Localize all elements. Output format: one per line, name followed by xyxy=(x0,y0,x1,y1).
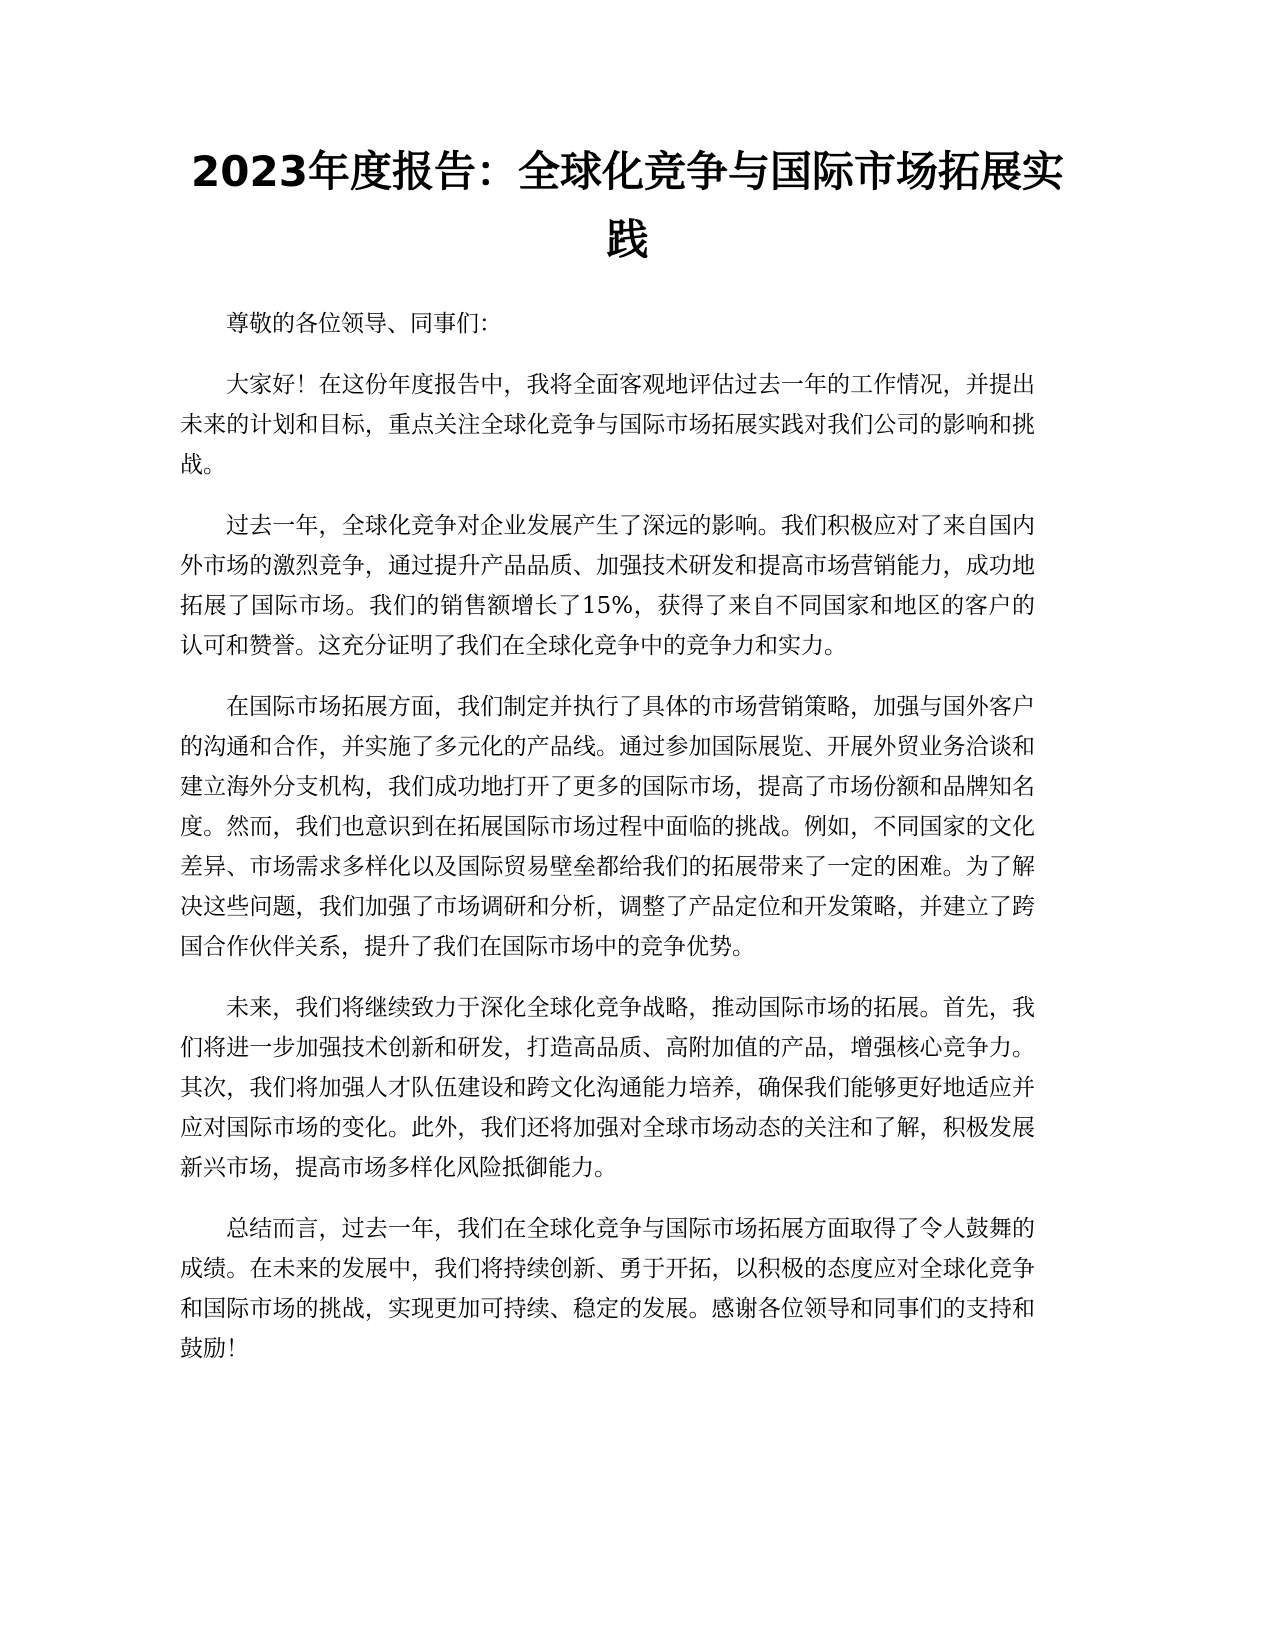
document-title: 2023年度报告：全球化竞争与国际市场拓展实践 xyxy=(191,147,1064,264)
paragraph-past-year: 过去一年，全球化竞争对企业发展产生了深远的影响。我们积极应对了来自国内外市场的激烈竞争，通过提升产品品质、加强技术研发和提高市场营销能力，成功地拓展了国际市场。我们的销售额增长了15%，获得了来自不同国家和地区的客户的认可和赞誉。这充分证明了我们在全球化竞争中的竞争力和实力。 xyxy=(180,513,1035,659)
salutation: 尊敬的各位领导、同事们： xyxy=(226,311,502,337)
paragraph-future-plans: 未来，我们将继续致力于深化全球化竞争战略，推动国际市场的拓展。首先，我们将进一步加强技术创新和研发，打造高品质、高附加值的产品，增强核心竞争力。其次，我们将加强人才队伍建设和跨文化沟通能力培养，确保我们能够更好地适应并应对国际市场的变化。此外，我们还将加强对全球市场动态的关注和了解，积极发展新兴市场，提高市场多样化风险抵御能力。 xyxy=(180,995,1035,1181)
document-body xyxy=(180,304,1035,1390)
paragraph-conclusion: 总结而言，过去一年，我们在全球化竞争与国际市场拓展方面取得了令人鼓舞的成绩。在未来的发展中，我们将持续创新、勇于开拓，以积极的态度应对全球化竞争和国际市场的挑战，实现更加可持续、稳定的发展。感谢各位领导和同事们的支持和鼓励！ xyxy=(180,1216,1035,1362)
paragraph-intro: 大家好！在这份年度报告中，我将全面客观地评估过去一年的工作情况，并提出未来的计划和目标，重点关注全球化竞争与国际市场拓展实践对我们公司的影响和挑战。 xyxy=(180,372,1035,478)
paragraph-market-expansion: 在国际市场拓展方面，我们制定并执行了具体的市场营销策略，加强与国外客户的沟通和合作，并实施了多元化的产品线。通过参加国际展览、开展外贸业务洽谈和建立海外分支机构，我们成功地打开了更多的国际市场，提高了市场份额和品牌知名度。然而，我们也意识到在拓展国际市场过程中面临的挑战。例如，不同国家的文化差异、市场需求多样化以及国际贸易壁垒都给我们的拓展带来了一定的困难。为了解决这些问题，我们加强了市场调研和分析，调整了产品定位和开发策略，并建立了跨国合作伙伴关系，提升了我们在国际市场中的竞争优势。 xyxy=(180,694,1035,960)
